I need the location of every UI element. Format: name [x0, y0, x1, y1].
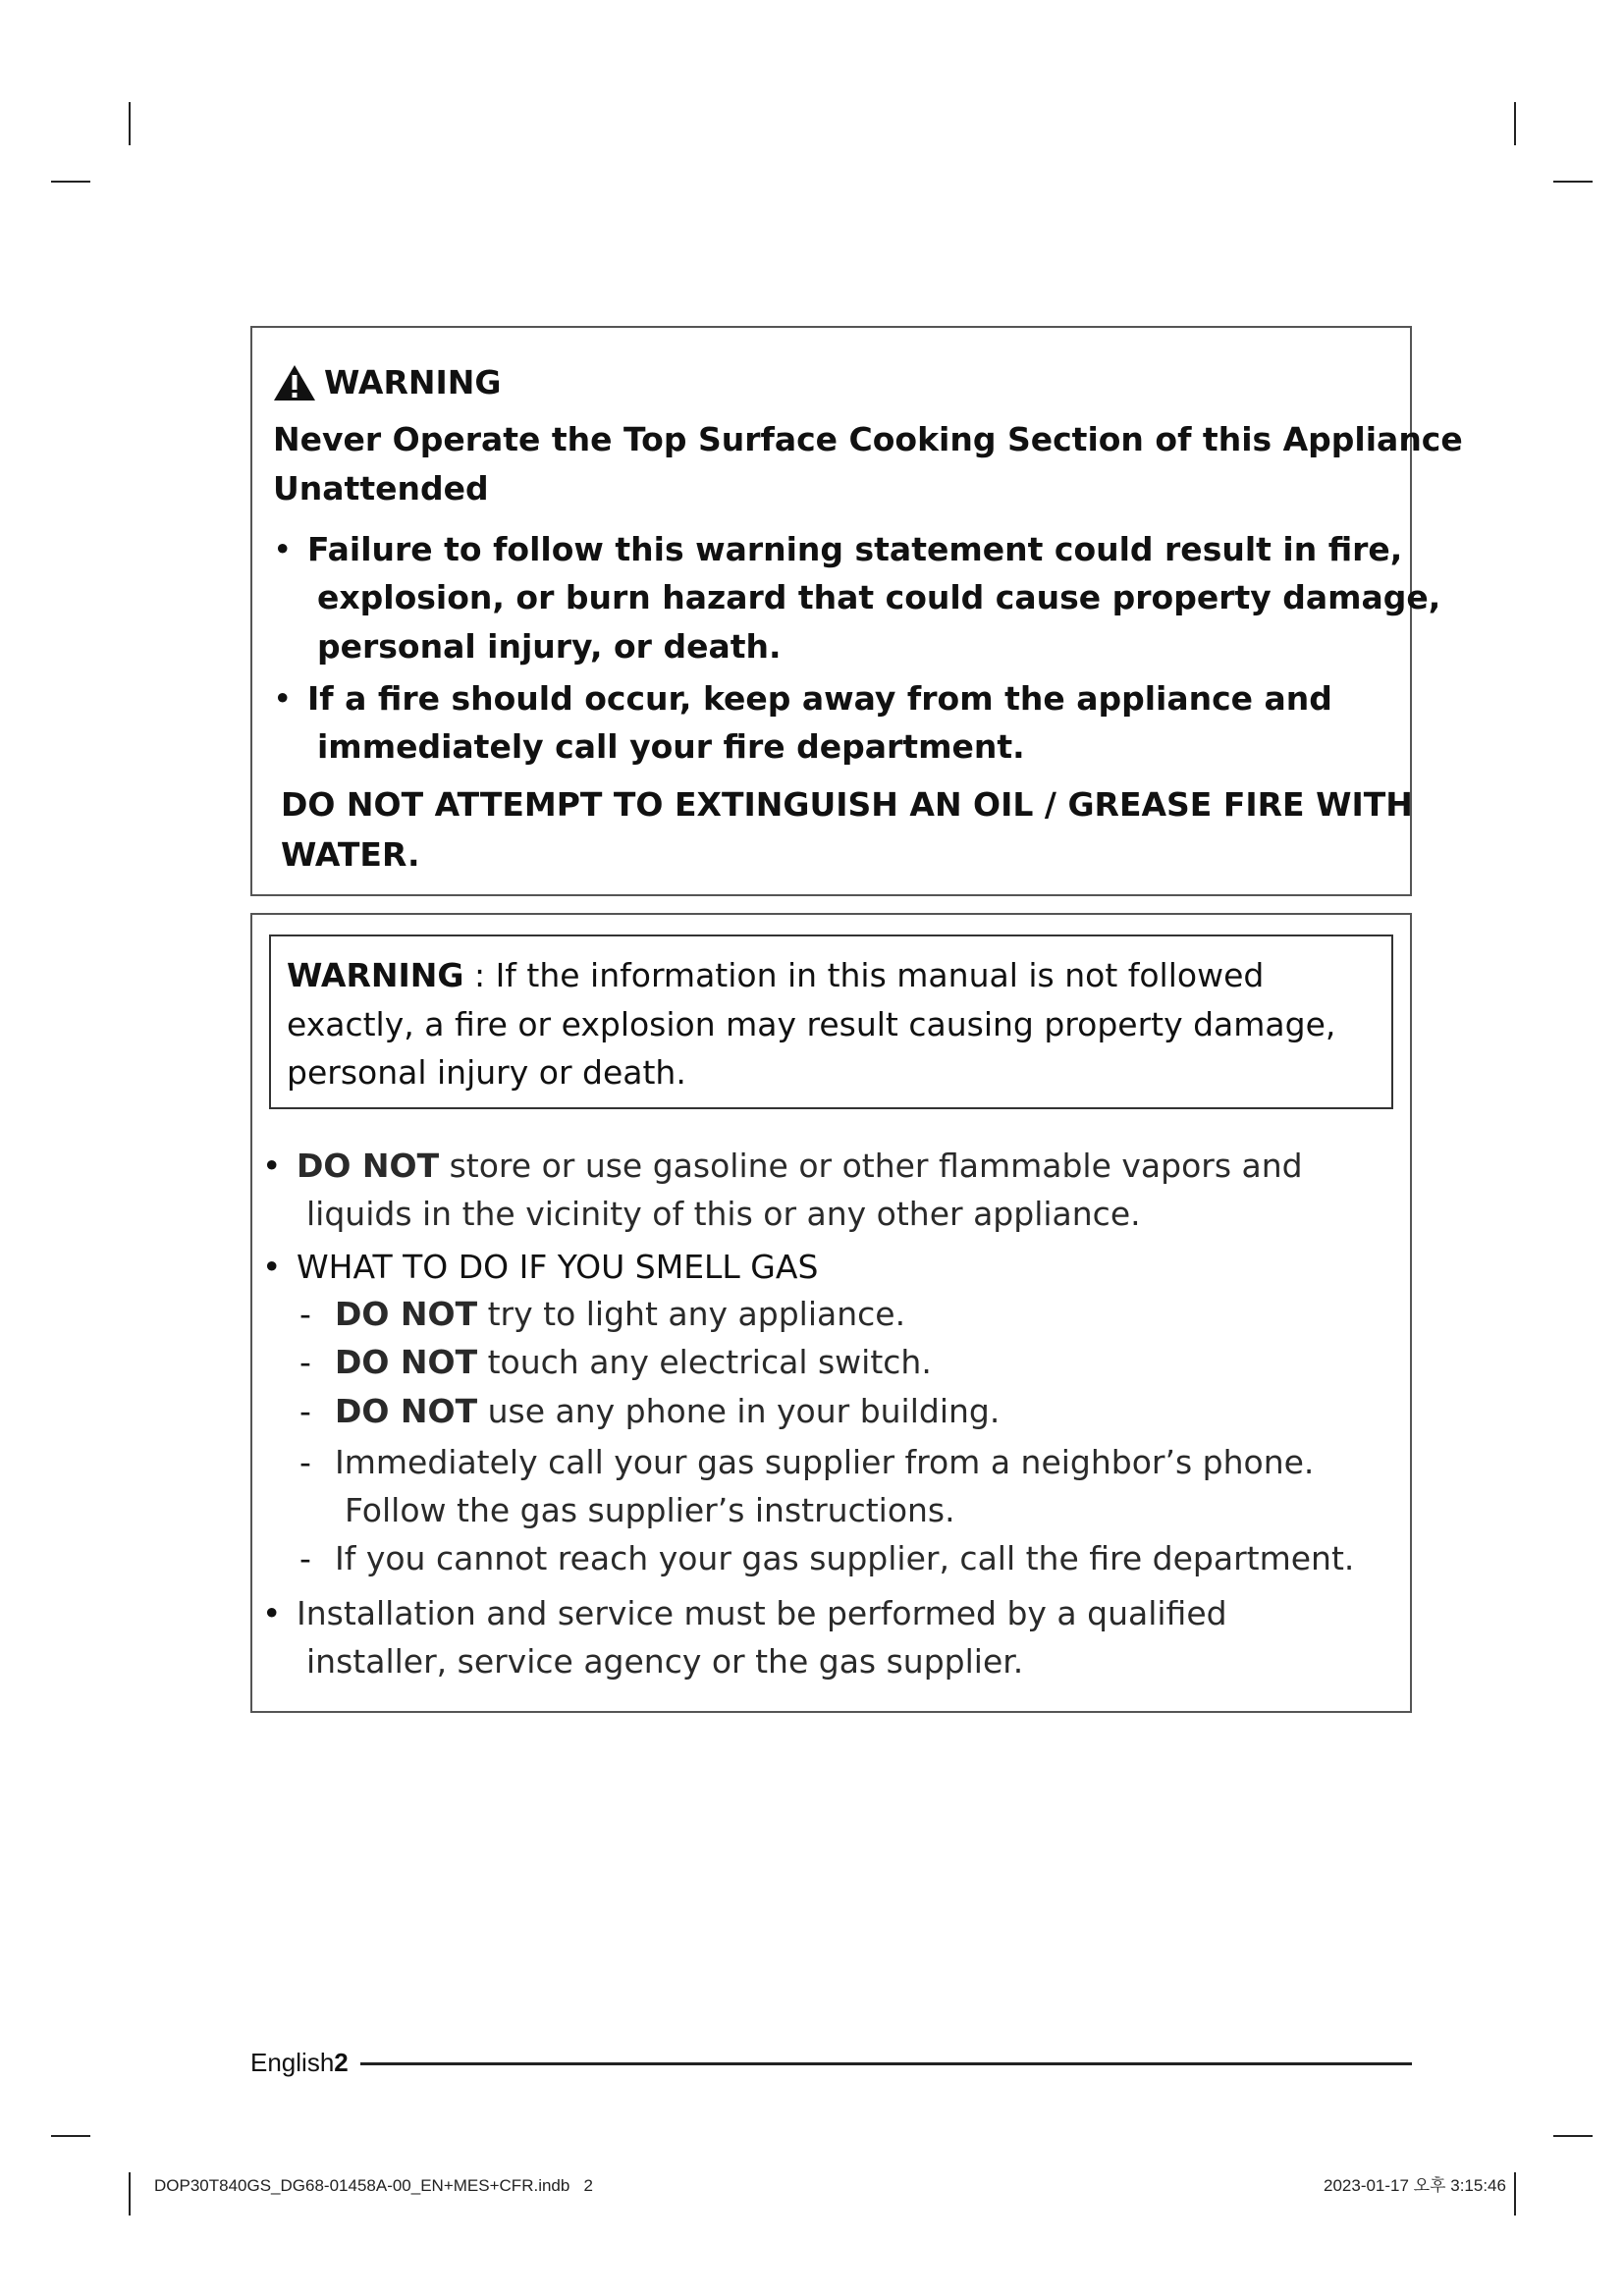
notice-line-1	[287, 956, 1264, 995]
bullet-dot: •	[273, 530, 293, 568]
gas-bullet-3-line-2: installer, service agency or the gas supplier.	[306, 1642, 1024, 1681]
print-slug-filename	[154, 2176, 593, 2196]
bullet-dot: •	[262, 1594, 282, 1632]
crop-mark	[51, 181, 90, 183]
crop-mark	[1553, 2135, 1593, 2137]
gas-subitem-3	[335, 1392, 1000, 1431]
caps-warning-line-1: DO NOT ATTEMPT TO EXTINGUISH AN OIL / GREASE FIRE WITH	[281, 785, 1413, 824]
gas-subitem-2-text: touch any electrical switch.	[477, 1343, 932, 1381]
gas-bullet-3-line-1: Installation and service must be performed by a qualified	[297, 1594, 1227, 1632]
do-not-label: DO NOT	[335, 1295, 478, 1333]
crop-mark	[1553, 181, 1593, 183]
page-number: 2	[334, 2048, 349, 2077]
gas-bullet-2: WHAT TO DO IF YOU SMELL GAS	[297, 1248, 819, 1286]
gas-subitem-1	[335, 1295, 905, 1334]
bullet-dot: •	[262, 1147, 282, 1185]
footer-language: English	[250, 2048, 335, 2077]
notice-line-2: exactly, a fire or explosion may result causing property damage,	[287, 1005, 1336, 1043]
warning-heading	[273, 363, 501, 402]
crop-mark	[51, 2135, 90, 2137]
warning-heading-text: WARNING	[324, 363, 502, 401]
gas-subitem-5: If you cannot reach your gas supplier, call the fire department.	[335, 1539, 1355, 1577]
print-slug-timestamp: 2023-01-17 오후 3:15:46	[1324, 2176, 1506, 2195]
gas-subitem-2	[335, 1343, 932, 1382]
gas-subitem-4-line-2: Follow the gas supplier’s instructions.	[345, 1491, 955, 1529]
dash: -	[299, 1539, 311, 1577]
do-not-label: DO NOT	[335, 1392, 478, 1430]
bullet-1-line-1: Failure to follow this warning statement could result in fire,	[307, 530, 1403, 568]
crop-mark	[1514, 2172, 1516, 2216]
notice-line-1-text: : If the information in this manual is not followed	[463, 956, 1265, 994]
bullet-2-line-2: immediately call your fire department.	[317, 727, 1025, 766]
cooktop-warning-box	[250, 326, 1463, 896]
gas-subitem-1-text: try to light any appliance.	[477, 1295, 906, 1333]
bullet-2-line-1: If a fire should occur, keep away from the appliance and	[307, 679, 1332, 718]
warning-triangle-icon	[273, 364, 316, 401]
warning-title-line-1: Never Operate the Top Surface Cooking Section of this Appliance	[273, 420, 1463, 458]
bullet-1-line-3: personal injury, or death.	[317, 627, 782, 666]
dash: -	[299, 1392, 311, 1430]
gas-bullet-1-line-1	[297, 1147, 1303, 1186]
bullet-dot: •	[262, 1248, 282, 1286]
gas-subitem-4-line-1: Immediately call your gas supplier from a neighbor’s phone.	[335, 1443, 1315, 1481]
gas-bullet-1-line-2: liquids in the vicinity of this or any other appliance.	[306, 1195, 1141, 1233]
notice-line-3: personal injury or death.	[287, 1053, 686, 1092]
do-not-label: DO NOT	[335, 1343, 478, 1381]
do-not-label: DO NOT	[297, 1147, 440, 1185]
warning-title-line-2: Unattended	[273, 469, 489, 507]
notice-label: WARNING	[287, 956, 464, 994]
notice-box	[269, 934, 1393, 1109]
slug-filename: DOP30T840GS_DG68-01458A-00_EN+MES+CFR.indb	[154, 2176, 570, 2195]
bullet-dot: •	[273, 679, 293, 718]
dash: -	[299, 1295, 311, 1333]
gas-subitem-3-text: use any phone in your building.	[477, 1392, 1001, 1430]
crop-mark	[1514, 102, 1516, 145]
page-footer	[250, 2047, 349, 2078]
slug-page: 2	[583, 2176, 593, 2195]
crop-mark	[129, 2172, 131, 2216]
dash: -	[299, 1443, 311, 1481]
gas-bullet-1-text: store or use gasoline or other flammable vapors and	[439, 1147, 1303, 1185]
crop-mark	[129, 102, 131, 145]
gas-safety-box	[250, 913, 1412, 1713]
footer-rule	[360, 2062, 1412, 2065]
dash: -	[299, 1343, 311, 1381]
caps-warning-line-2: WATER.	[281, 835, 420, 874]
bullet-1-line-2: explosion, or burn hazard that could cause property damage,	[317, 578, 1441, 616]
